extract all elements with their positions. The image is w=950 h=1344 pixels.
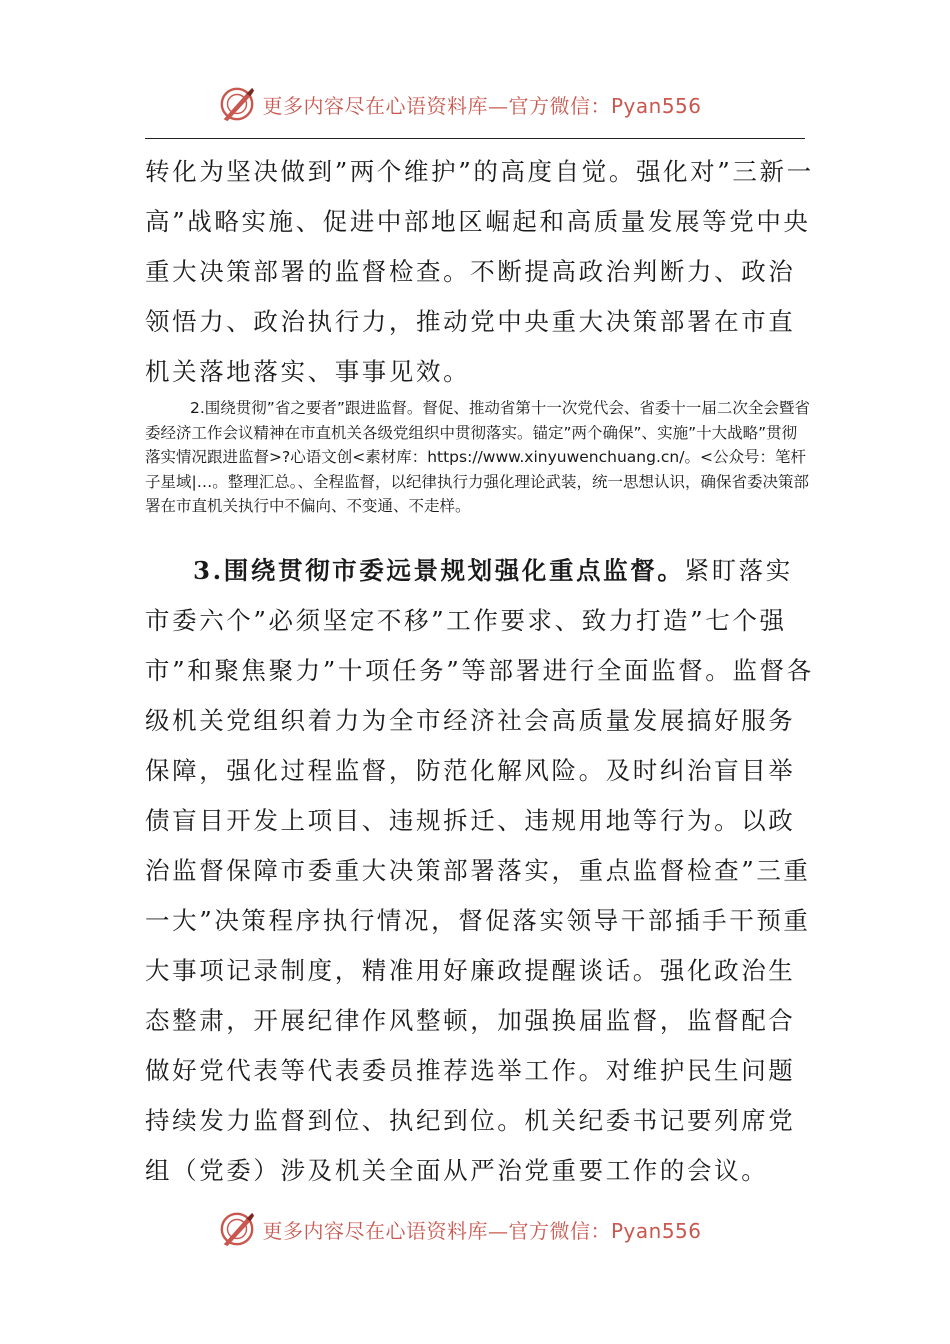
- paragraph-2: 2.围绕贯彻”省之要者”跟进监督。督促、推动省第十一次党代会、省委十一届二次全会暨省委经济工作会议精神在市直机关各级党组织中贯彻落实。锚定”两个确保”、实施”十大战略”贯彻落实情况跟进监督>?心语文创<素材库：https://www.xinyuwenchuang.cn/。<公众号：笔杆子星域|…。整理汇总。、全程监督，以纪律执行力强化理论武装，统一思想认识，确保省委决策部署在市直机关执行中不偏向、不变通、不走样。: [145, 399, 810, 515]
- pen-logo-icon: [218, 85, 256, 123]
- footer-wechat-id: Pyan556: [610, 1218, 702, 1243]
- header-banner: [0, 79, 950, 129]
- pen-logo-icon: [218, 1210, 256, 1248]
- header-wechat-id: Pyan556: [610, 93, 702, 118]
- paragraph-3-heading: 3.围绕贯彻市委远景规划强化重点监督。: [193, 556, 685, 585]
- paragraph-3-body: 紧盯落实市委六个”必须坚定不移”工作要求、致力打造”七个强市”和聚焦聚力”十项任务”等部署进行全面监督。监督各级机关党组织着力为全市经济社会高质量发展搞好服务保障，强化过程监督，防范化解风险。及时纠治盲目举债盲目开发上项目、违规拆迁、违规用地等行为。以政治监督保障市委重大决策部署落实，重点监督检查”三重一大”决策程序执行情况，督促落实领导干部插手干预重大事项记录制度，精准用好廉政提醒谈话。强化政治生态整肃，开展纪律作风整顿，加强换届监督，监督配合做好党代表等代表委员推荐选举工作。对维护民生问题持续发力监督到位、执纪到位。机关纪委书记要列席党组（党委）涉及机关全面从严治党重要工作的会议。: [145, 556, 814, 1185]
- paragraph-1: 转化为坚决做到”两个维护”的高度自觉。强化对”三新一高”战略实施、促进中部地区崛起和高质量发展等党中央重大决策部署的监督检查。不断提高政治判断力、政治领悟力、政治执行力，推动党中央重大决策部署在市直机关落地落实、事事见效。: [145, 157, 814, 386]
- paragraph-3: [145, 546, 815, 1196]
- footer-banner: [0, 1204, 950, 1254]
- footer-banner-text: 更多内容尽在心语资料库—官方微信：Pyan556: [262, 1218, 702, 1243]
- header-banner-text: 更多内容尽在心语资料库—官方微信：Pyan556: [262, 93, 702, 118]
- header-divider: [145, 138, 805, 139]
